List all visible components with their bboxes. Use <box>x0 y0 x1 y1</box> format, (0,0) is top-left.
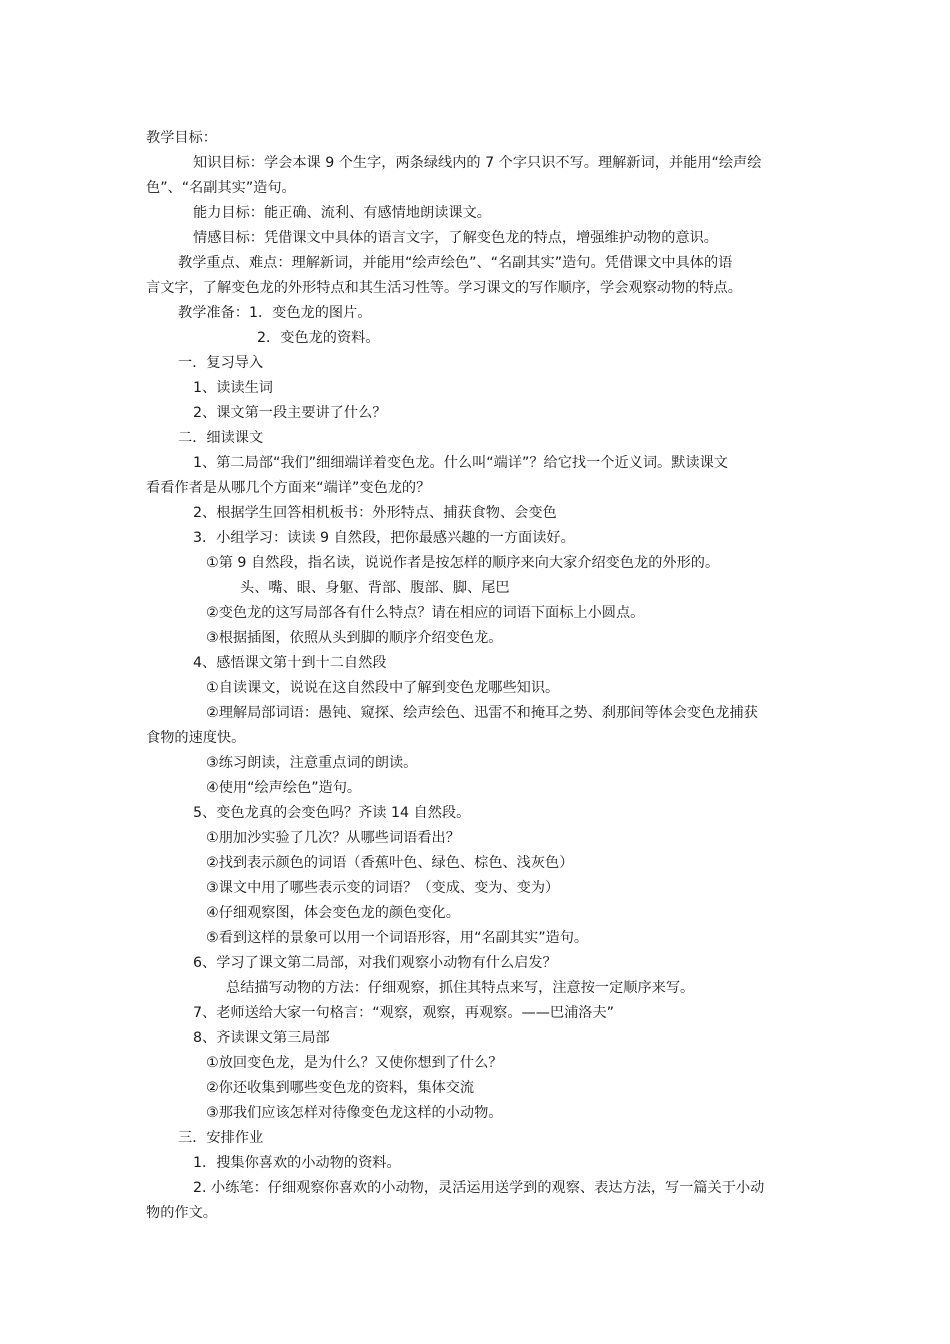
list-item-continuation: 物的作文。 <box>146 1205 217 1221</box>
list-item: 4、感悟课文第十到十二自然段 <box>193 655 387 671</box>
sub-item: ①自读课文，说说在这自然段中了解到变色龙哪些知识。 <box>206 680 560 696</box>
sub-item: ③课文中用了哪些表示变的词语？（变成、变为、变为） <box>206 880 560 896</box>
sub-item: ②你还收集到哪些变色龙的资料，集体交流 <box>206 1080 475 1096</box>
summary-text: 总结描写动物的方法：仔细观察，抓住其特点来写，注意按一定顺序来写。 <box>226 980 695 996</box>
list-item: 1．搜集你喜欢的小动物的资料。 <box>193 1155 401 1171</box>
list-item: 6、学习了课文第二局部，对我们观察小动物有什么启发？ <box>193 955 557 971</box>
key-points-line2: 言文字，了解变色龙的外形特点和其生活习性等。学习课文的写作顺序，学会观察动物的特点。 <box>146 280 742 296</box>
knowledge-goal-line2: 色”、“名副其实”造句。 <box>146 180 296 196</box>
key-points-line1: 教学重点、难点：理解新词，并能用“绘声绘色”、“名副其实”造句。凭借课文中具体的语 <box>178 255 733 271</box>
emotion-goal: 情感目标：凭借课文中具体的语言文字，了解变色龙的特点，增强维护动物的意识。 <box>193 230 718 246</box>
list-item: 3．小组学习：读读 9 自然段，把你最感兴趣的一方面读好。 <box>193 530 575 546</box>
sub-item: ④仔细观察图，体会变色龙的颜色变化。 <box>206 905 460 921</box>
heading-teaching-goals: 教学目标： <box>146 130 217 146</box>
preparation-1: 教学准备：1．变色龙的图片。 <box>178 305 372 321</box>
sub-item: ①放回变色龙，是为什么？又使你想到了什么？ <box>206 1055 503 1071</box>
list-item: 7、老师送给大家一句格言：“观察，观察，再观察。——巴浦洛夫” <box>193 1005 614 1021</box>
sub-item: ③根据插图，依照从头到脚的顺序介绍变色龙。 <box>206 630 503 646</box>
sub-item: ②变色龙的这写局部各有什么特点？请在相应的词语下面标上小圆点。 <box>206 605 645 621</box>
list-item: 1、第二局部“我们”细细端详着变色龙。什么叫“端详”？给它找一个近义词。默读课文 <box>193 455 728 471</box>
sub-item-continuation: 食物的速度快。 <box>146 730 246 746</box>
sub-item: ①第 9 自然段，指名读，说说作者是按怎样的顺序来向大家介绍变色龙的外形的。 <box>206 555 720 571</box>
sub-item: ④使用“绘声绘色”造句。 <box>206 780 362 796</box>
knowledge-goal-line1: 知识目标：学会本课 9 个生字，两条绿线内的 7 个字只识不写。理解新词，并能用“绘声绘 <box>193 155 762 171</box>
list-item: 2、根据学生回答相机板书：外形特点、捕获食物、会变色 <box>193 505 557 521</box>
list-item: 1、读读生词 <box>193 380 273 396</box>
ability-goal: 能力目标：能正确、流利、有感情地朗读课文。 <box>193 205 491 221</box>
section-heading-homework: 三．安排作业 <box>178 1130 264 1146</box>
list-item: 5、变色龙真的会变色吗？齐读 14 自然段。 <box>193 805 471 821</box>
section-heading-close-reading: 二．细读课文 <box>178 430 264 446</box>
section-heading-review: 一．复习导入 <box>178 355 264 371</box>
preparation-2: 2．变色龙的资料。 <box>257 330 380 346</box>
sub-item: ②理解局部词语：愚钝、窥探、绘声绘色、迅雷不和掩耳之势、刹那间等体会变色龙捕获 <box>206 705 758 721</box>
body-parts-sequence: 头、嘴、眼、身躯、背部、腹部、脚、尾巴 <box>240 580 510 596</box>
sub-item: ①朋加沙实验了几次？从哪些词语看出？ <box>206 830 460 846</box>
sub-item: ③那我们应该怎样对待像变色龙这样的小动物。 <box>206 1105 503 1121</box>
list-item: 2. 小练笔：仔细观察你喜欢的小动物，灵活运用送学到的观察、表达方法，写一篇关于小动 <box>193 1180 765 1196</box>
sub-item: ③练习朗读，注意重点词的朗读。 <box>206 755 418 771</box>
list-item: 8、齐读课文第三局部 <box>193 1030 330 1046</box>
sub-item: ②找到表示颜色的词语（香蕉叶色、绿色、棕色、浅灰色） <box>206 855 574 871</box>
list-item: 2、课文第一段主要讲了什么？ <box>193 405 387 421</box>
sub-item: ⑤看到这样的景象可以用一个词语形容，用“名副其实”造句。 <box>206 930 589 946</box>
list-item-continuation: 看看作者是从哪几个方面来“端详”变色龙的？ <box>146 480 431 496</box>
